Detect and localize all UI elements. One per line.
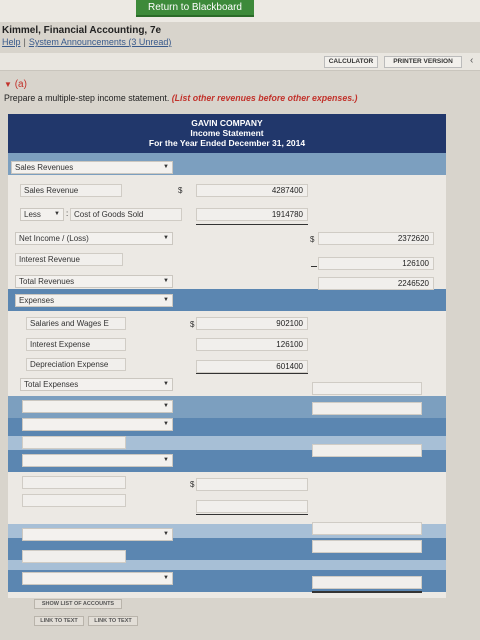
help-links [2, 37, 171, 47]
chevron-down-icon: ▼ [163, 278, 169, 284]
net-income-select[interactable]: Net Income / (Loss) ▼ [15, 232, 173, 245]
company-name: GAVIN COMPANY [191, 118, 263, 128]
underline [196, 373, 308, 374]
underline [196, 224, 308, 225]
blank-amount[interactable] [196, 500, 308, 513]
collapse-triangle-icon: ▼ [4, 80, 12, 89]
printer-version-button[interactable]: PRINTER VERSION [384, 56, 462, 68]
chevron-down-icon: ▼ [163, 531, 169, 537]
statement-header [8, 114, 446, 153]
interest-revenue-account[interactable]: Interest Revenue [15, 253, 123, 266]
cogs-account[interactable]: Cost of Goods Sold [70, 208, 182, 221]
statement-period: For the Year Ended December 31, 2014 [148, 138, 306, 148]
chevron-down-icon: ▼ [163, 164, 169, 170]
interest-expense-account[interactable]: Interest Expense [26, 338, 126, 351]
dollar-sign: $ [190, 480, 195, 489]
minus-mark [311, 266, 317, 267]
back-arrow-icon[interactable]: ‹ [470, 55, 474, 66]
chevron-down-icon: ▼ [163, 421, 169, 427]
blank-select[interactable] [22, 528, 173, 541]
total-expenses-amount[interactable] [312, 382, 422, 395]
double-underline [312, 591, 422, 593]
blank-amount[interactable] [312, 402, 422, 415]
course-title: Kimmel, Financial Accounting, 7e [2, 25, 162, 36]
link-to-text-button[interactable]: LINK TO TEXT [88, 616, 138, 626]
sales-revenue-amount[interactable]: 4287400 [196, 184, 308, 197]
hint-text: (List other revenues before other expenses.) [171, 93, 358, 103]
separator: | [23, 37, 26, 47]
toolbar [0, 53, 480, 71]
chevron-down-icon: ▼ [163, 575, 169, 581]
underline [196, 514, 308, 515]
total-revenues-amount[interactable]: 2246520 [318, 277, 434, 290]
blank-select[interactable] [22, 454, 173, 467]
depreciation-account[interactable]: Depreciation Expense [26, 358, 126, 371]
interest-expense-amount[interactable]: 126100 [196, 338, 308, 351]
sales-revenue-account[interactable]: Sales Revenue [20, 184, 122, 197]
expenses-select[interactable]: Expenses ▼ [15, 294, 173, 307]
blank-select[interactable] [22, 400, 173, 413]
chevron-down-icon: ▼ [163, 381, 169, 387]
blank-amount[interactable] [312, 576, 422, 589]
return-to-blackboard-button[interactable]: Return to Blackboard [136, 0, 254, 17]
total-expenses-select[interactable]: Total Expenses ▼ [20, 378, 173, 391]
chevron-down-icon: ▼ [163, 235, 169, 241]
blank-amount[interactable] [312, 522, 422, 535]
link-to-text-button[interactable]: LINK TO TEXT [34, 616, 84, 626]
sales-revenues-select[interactable]: Sales Revenues ▼ [11, 161, 173, 174]
statement-name: Income Statement [190, 128, 264, 138]
total-revenues-select[interactable]: Total Revenues ▼ [15, 275, 173, 288]
chevron-down-icon: ▼ [163, 297, 169, 303]
announcements-link[interactable]: System Announcements (3 Unread) [28, 37, 172, 47]
depreciation-amount[interactable]: 601400 [196, 360, 308, 373]
blank-amount[interactable] [312, 540, 422, 553]
blank-account[interactable] [22, 436, 126, 449]
blank-account[interactable] [22, 550, 126, 563]
chevron-down-icon: ▼ [163, 403, 169, 409]
income-statement-panel [8, 114, 446, 598]
cogs-amount[interactable]: 1914780 [196, 208, 308, 221]
interest-revenue-amount[interactable]: 126100 [318, 257, 434, 270]
dollar-sign: $ [190, 320, 195, 329]
chevron-down-icon: ▼ [54, 211, 60, 217]
blank-account[interactable] [22, 476, 126, 489]
net-income-amount[interactable]: 2372620 [318, 232, 434, 245]
dollar-sign: $ [178, 186, 183, 195]
blank-amount[interactable] [312, 444, 422, 457]
less-select[interactable]: Less ▼ [20, 208, 64, 221]
calculator-button[interactable]: CALCULATOR [324, 56, 378, 68]
blank-select[interactable] [22, 572, 173, 585]
blank-select[interactable] [22, 418, 173, 431]
help-link[interactable]: Help [2, 37, 21, 47]
salaries-account[interactable]: Salaries and Wages E [26, 317, 126, 330]
blank-amount[interactable] [196, 478, 308, 491]
part-label[interactable] [4, 79, 27, 90]
chevron-down-icon: ▼ [163, 457, 169, 463]
blank-account[interactable] [22, 494, 126, 507]
salaries-amount[interactable]: 902100 [196, 317, 308, 330]
colon-separator: : [66, 209, 69, 218]
instructions: Prepare a multiple-step income statement. (List other revenues before other expenses.) [4, 93, 358, 103]
dollar-sign: $ [310, 235, 315, 244]
show-list-of-accounts-button[interactable]: SHOW LIST OF ACCOUNTS [34, 599, 122, 609]
part-text: (a) [14, 79, 27, 90]
